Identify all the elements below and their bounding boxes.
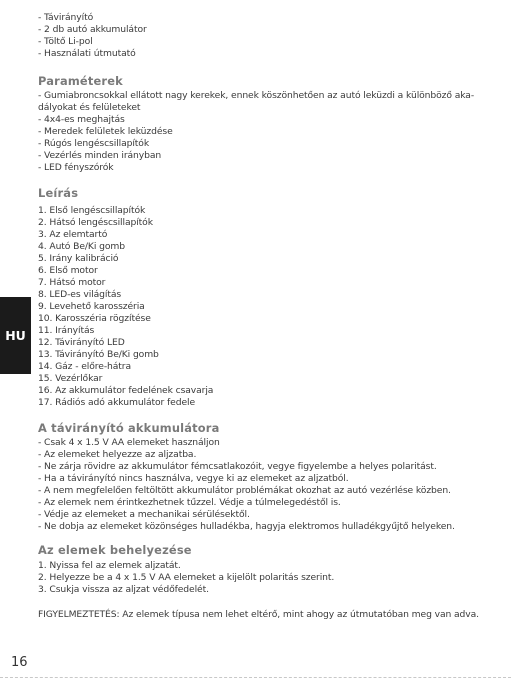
language-tab: HU <box>0 297 31 374</box>
list-item: - Csak 4 x 1.5 V AA elemeket használjon <box>38 437 220 448</box>
list-item: - Az elemeket helyezze az aljzatba. <box>38 449 197 460</box>
battery-insert-list <box>38 560 500 596</box>
manual-content <box>38 12 500 621</box>
list-item: 7. Hátsó motor <box>38 277 106 288</box>
list-item: - Gumiabroncsokkal ellátott nagy kerekek, ennek köszönhetően az autó leküzdi a különböző aka- <box>38 90 475 101</box>
list-item: 17. Rádiós adó akkumulátor fedele <box>38 397 196 408</box>
list-item: - Vezérlés minden irányban <box>38 150 162 161</box>
footer-divider <box>0 677 511 679</box>
list-item: - Védje az elemeket a mechanikai sérülésektől. <box>38 509 250 520</box>
list-item: 8. LED-es világítás <box>38 289 122 300</box>
list-item: - Ne dobja az elemeket közönséges hulladékba, hagyja elektromos hulladékgyűjtő helyeken. <box>38 521 455 532</box>
list-item: 11. Irányítás <box>38 325 95 336</box>
list-item: 15. Vezérlőkar <box>38 373 103 384</box>
list-item: - Ne zárja rövidre az akkumulátor fémcsatlakozóit, vegye figyelembe a helyes polaritást. <box>38 461 437 472</box>
list-item: 6. Első motor <box>38 265 98 276</box>
list-item: 13. Távirányító Be/Ki gomb <box>38 349 159 360</box>
list-item: - LED fényszórók <box>38 162 114 173</box>
list-item: dályokat és felületeket <box>38 102 141 113</box>
list-item: 10. Karosszéria rögzítése <box>38 313 151 324</box>
list-item: 1. Első lengéscsillapítók <box>38 205 146 216</box>
list-item: - A nem megfelelően feltöltött akkumulátor problémákat okozhat az autó vezérlése közben. <box>38 485 451 496</box>
list-item: 2. Hátsó lengéscsillapítók <box>38 217 153 228</box>
battery-insert-heading: Az elemek behelyezése <box>38 543 192 557</box>
list-item: - Távirányító <box>38 12 94 23</box>
remote-battery-heading: A távirányító akkumulátora <box>38 421 220 435</box>
description-list <box>38 205 500 409</box>
page-number: 16 <box>11 655 28 670</box>
list-item: - Ha a távirányító nincs használva, vegye ki az elemeket az aljzatból. <box>38 473 349 484</box>
list-item: 2. Helyezze be a 4 x 1.5 V AA elemeket a kijelölt polaritás szerint. <box>38 572 335 583</box>
list-item: 5. Irány kalibráció <box>38 253 119 264</box>
list-item: 12. Távirányító LED <box>38 337 125 348</box>
parameters-heading: Paraméterek <box>38 74 123 88</box>
list-item: 3. Csukja vissza az aljzat védőfedelét. <box>38 584 209 595</box>
list-item: 14. Gáz - előre-hátra <box>38 361 131 372</box>
list-item: 16. Az akkumulátor fedelének csavarja <box>38 385 214 396</box>
list-item: - Rúgós lengéscsillapítók <box>38 138 150 149</box>
list-item: - Meredek felületek leküzdése <box>38 126 173 137</box>
list-item: 4. Autó Be/Ki gomb <box>38 241 125 252</box>
list-item: 3. Az elemtartó <box>38 229 108 240</box>
list-item: - 4x4-es meghajtás <box>38 114 125 125</box>
list-item: - 2 db autó akkumulátor <box>38 24 147 35</box>
package-contents-list <box>38 12 500 60</box>
description-heading: Leírás <box>38 186 79 200</box>
list-item: 9. Levehető karosszéria <box>38 301 145 312</box>
list-item: - Az elemek nem érintkezhetnek tűzzel. Védje a túlmelegedéstől is. <box>38 497 341 508</box>
list-item: - Használati útmutató <box>38 48 136 59</box>
list-item: - Töltő Li-pol <box>38 36 93 47</box>
warning-text: FIGYELMEZTETÉS: Az elemek típusa nem lehet eltérő, mint ahogy az útmutatóban meg van adva. <box>38 609 479 620</box>
parameters-list <box>38 90 500 174</box>
remote-battery-list <box>38 437 500 533</box>
list-item: 1. Nyissa fel az elemek aljzatát. <box>38 560 181 571</box>
